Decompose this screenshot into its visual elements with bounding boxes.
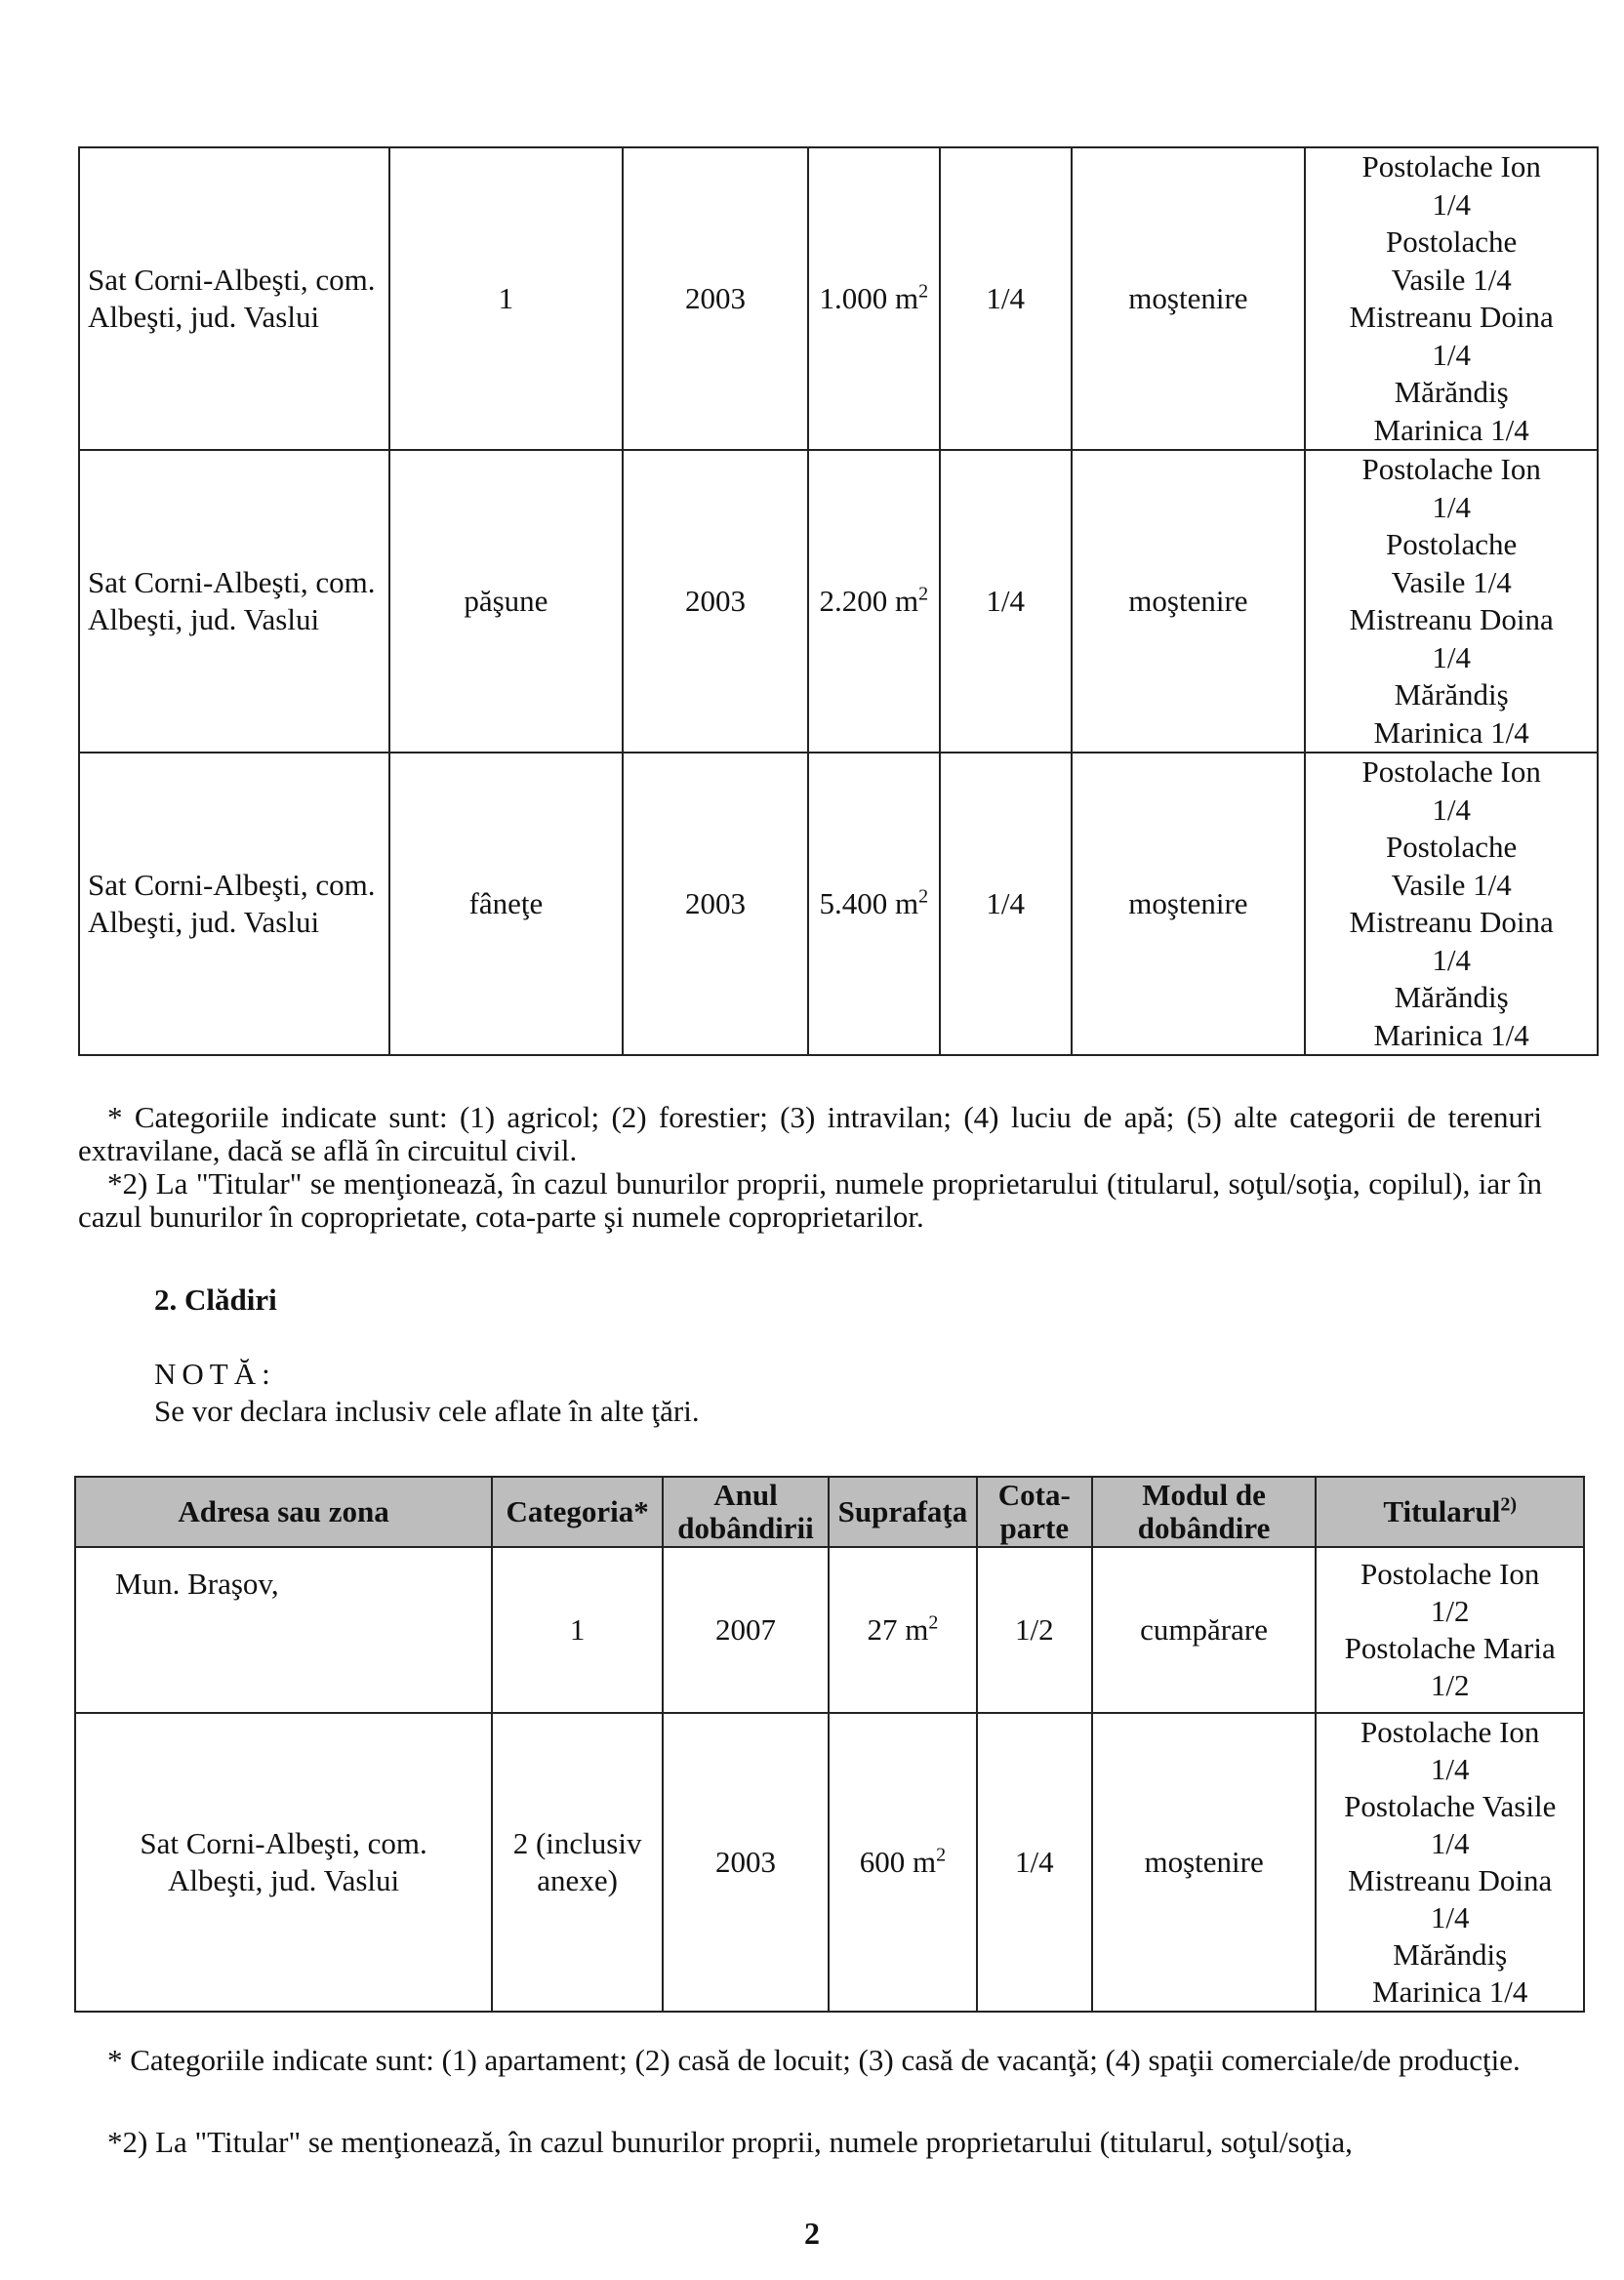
owner-line: Mărăndiş (1393, 1937, 1508, 1972)
table-row (75, 1713, 1584, 2012)
share-cell: 1/2 (977, 1547, 1092, 1713)
acquisition-mode-cell: moştenire (1092, 1713, 1317, 2012)
owner-line: Postolache Ion (1360, 1715, 1540, 1749)
building-owner-footnote (78, 2126, 1542, 2159)
section-title: 2. Clădiri (154, 1282, 277, 1317)
area-cell (829, 1713, 977, 2012)
page-number: 2 (804, 2216, 820, 2251)
area-unit-exponent: 2 (918, 583, 929, 605)
land-category-footnote-text: * Categoriile indicate sunt: (1) agricol; (2) forestier; (3) intravilan; (4) luciu de apă; (5) alte categorii de terenuri extravilane, dacă se află în circuitul civil. (78, 1100, 1542, 1167)
owner-line: Marinica 1/4 (1372, 1975, 1528, 2009)
area-cell (808, 753, 940, 1055)
column-header: Adresa sau zona (75, 1477, 492, 1547)
column-header: Cota-parte (977, 1477, 1092, 1547)
address-cell: Sat Corni-Albeşti, com. Albeşti, jud. Vaslui (79, 147, 389, 450)
address-cell: Sat Corni-Albeşti, com. Albeşti, jud. Vaslui (79, 753, 389, 1055)
column-header (1316, 1477, 1584, 1547)
year-cell: 2003 (623, 753, 808, 1055)
owner-line: Postolache Vasile (1344, 1789, 1557, 1823)
acquisition-mode-cell: moştenire (1072, 753, 1306, 1055)
owner-line: Vasile 1/4 (1391, 564, 1512, 599)
owner-cell (1316, 1547, 1584, 1713)
year-cell: 2003 (663, 1713, 829, 2012)
share-cell: 1/4 (940, 753, 1072, 1055)
area-value: 5.400 m (819, 886, 919, 920)
owner-cell (1305, 450, 1598, 753)
owner-line: Postolache Ion (1361, 452, 1541, 486)
area-value: 2.200 m (819, 584, 919, 618)
acquisition-mode-cell: moştenire (1072, 147, 1306, 450)
table-row (75, 1547, 1584, 1713)
owner-line: Mărăndiş (1394, 375, 1509, 409)
area-value: 1.000 m (819, 281, 919, 315)
owner-line: 1/4 (1430, 1826, 1470, 1860)
land-table (78, 146, 1599, 1056)
owner-line: Vasile 1/4 (1391, 867, 1512, 902)
owner-line: 1/2 (1430, 1668, 1470, 1702)
owner-line: Mistreanu Doina (1348, 1863, 1553, 1897)
area-unit-exponent: 2 (928, 1611, 939, 1634)
area-unit-exponent: 2 (936, 1844, 947, 1866)
table-row (79, 147, 1598, 450)
area-cell (808, 147, 940, 450)
owner-line: Vasile 1/4 (1391, 262, 1512, 297)
owner-line: Mărăndiş (1394, 980, 1509, 1014)
owner-cell (1305, 753, 1598, 1055)
acquisition-mode-cell: cumpărare (1092, 1547, 1317, 1713)
area-unit-exponent: 2 (918, 280, 929, 303)
owner-line: Postolache Ion (1360, 1557, 1540, 1591)
owner-line: Postolache Maria (1344, 1631, 1556, 1665)
building-category-footnote-text: * Categoriile indicate sunt: (1) apartament; (2) casă de locuit; (3) casă de vacanţă; (4) spaţii comerciale/de producţie. (107, 2043, 1521, 2077)
owner-line: Mistreanu Doina (1349, 905, 1554, 939)
owner-line: Mistreanu Doina (1349, 300, 1554, 334)
owner-line: 1/2 (1430, 1594, 1470, 1628)
land-owner-footnote (78, 1167, 1542, 1234)
owner-line: Postolache (1385, 224, 1518, 259)
owner-cell (1305, 147, 1598, 450)
category-cell: fâneţe (389, 753, 624, 1055)
area-cell (808, 450, 940, 753)
owner-line: 1/4 (1432, 489, 1471, 524)
share-cell: 1/4 (977, 1713, 1092, 2012)
building-owner-footnote-text: *2) La "Titular" se menţionează, în cazul bunurilor proprii, numele proprietarului (titularul, soţul/soţia, (107, 2125, 1353, 2159)
column-header: Suprafaţa (829, 1477, 977, 1547)
owner-header-footnote-mark: 2) (1500, 1493, 1518, 1516)
building-category-footnote (78, 2044, 1542, 2077)
land-category-footnote (78, 1101, 1542, 1167)
area-value: 600 m (859, 1845, 937, 1879)
address-cell: Mun. Braşov, (75, 1547, 492, 1713)
owner-line: 1/4 (1432, 639, 1471, 674)
area-unit-exponent: 2 (918, 885, 929, 908)
year-cell: 2003 (623, 450, 808, 753)
owner-line: 1/4 (1432, 792, 1471, 827)
column-header: Categoria* (492, 1477, 663, 1547)
owner-line: 1/4 (1430, 1900, 1470, 1934)
category-cell: păşune (389, 450, 624, 753)
owner-line: 1/4 (1432, 186, 1471, 222)
nota-label: NOTĂ: (154, 1357, 276, 1391)
owner-line: 1/4 (1430, 1752, 1470, 1786)
owner-line: Marinica 1/4 (1373, 714, 1529, 750)
column-header: Anul dobândirii (663, 1477, 829, 1547)
category-cell: 1 (492, 1547, 663, 1713)
owner-line: 1/4 (1432, 337, 1471, 372)
acquisition-mode-cell: moştenire (1072, 450, 1306, 753)
table-row (79, 753, 1598, 1055)
area-cell (829, 1547, 977, 1713)
year-cell: 2007 (663, 1547, 829, 1713)
owner-line: Postolache Ion (1361, 754, 1541, 789)
owner-header-label: Titularul (1383, 1494, 1501, 1528)
owner-line: Postolache (1385, 527, 1518, 561)
table-header-row (75, 1477, 1584, 1547)
nota-text: Se vor declara inclusiv cele aflate în alte ţări. (154, 1394, 700, 1428)
address-cell: Sat Corni-Albeşti, com. Albeşti, jud. Vaslui (79, 450, 389, 753)
owner-cell (1316, 1713, 1584, 2012)
owner-line: Mistreanu Doina (1349, 602, 1554, 636)
year-cell: 2003 (623, 147, 808, 450)
category-cell: 2 (inclusiv anexe) (492, 1713, 663, 2012)
owner-line: Mărăndiş (1394, 677, 1509, 712)
buildings-table (74, 1476, 1585, 2013)
owner-line: 1/4 (1432, 942, 1471, 977)
category-cell: 1 (389, 147, 624, 450)
column-header: Modul de dobândire (1092, 1477, 1317, 1547)
table-row (79, 450, 1598, 753)
land-owner-footnote-text: *2) La "Titular" se menţionează, în cazul bunurilor proprii, numele proprietarului (titularul, soţul/soţia, copilul), iar în cazul bunurilor în coproprietate, cota-parte şi numele coproprietarilor. (78, 1166, 1542, 1234)
share-cell: 1/4 (940, 147, 1072, 450)
area-value: 27 m (867, 1612, 929, 1647)
owner-line: Marinica 1/4 (1373, 412, 1529, 447)
owner-line: Postolache (1385, 830, 1518, 864)
address-cell: Sat Corni-Albeşti, com. Albeşti, jud. Vaslui (75, 1713, 492, 2012)
owner-line: Marinica 1/4 (1373, 1017, 1529, 1052)
share-cell: 1/4 (940, 450, 1072, 753)
owner-line: Postolache Ion (1361, 149, 1541, 183)
